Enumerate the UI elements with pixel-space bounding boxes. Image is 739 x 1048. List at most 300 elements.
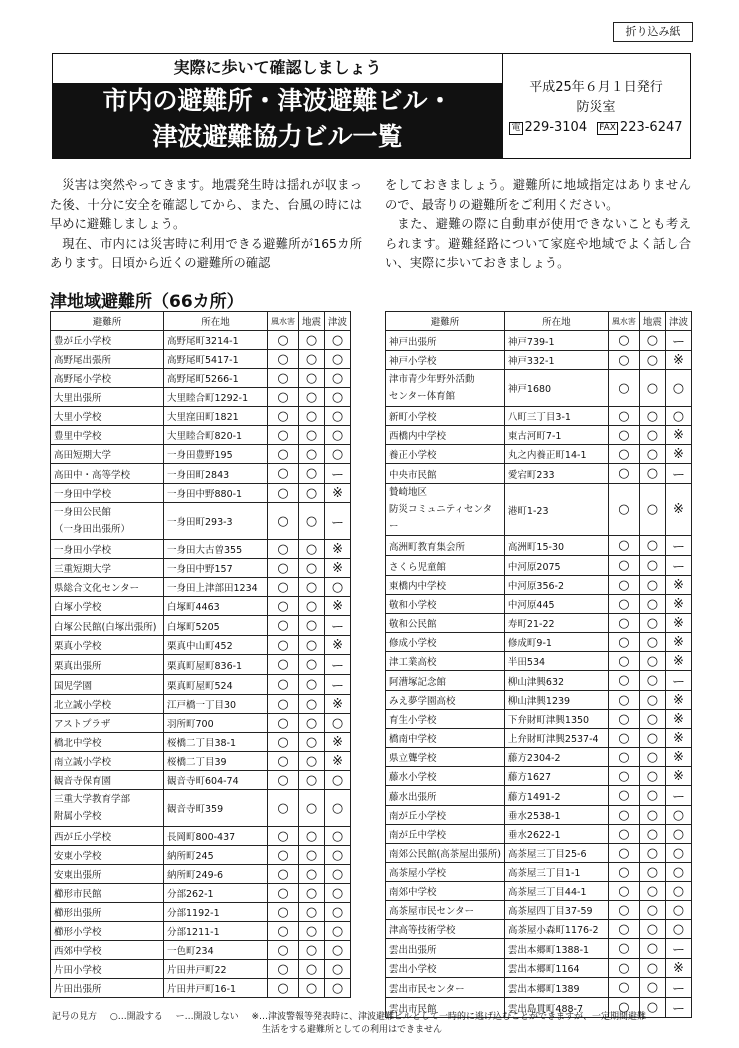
table-row: [386, 370, 692, 407]
shelter-name: みえ夢学園高校: [386, 691, 505, 710]
tsunami-mark: ※: [665, 729, 691, 748]
shelter-address: 桜橋二丁目38-1: [164, 733, 268, 752]
table-row: [386, 844, 692, 863]
shelter-address: 大里窪田町1821: [164, 407, 268, 426]
phone-number: 229-3104: [524, 120, 588, 135]
table-row: [51, 846, 351, 865]
tsunami-mark: ○: [665, 407, 691, 426]
tsunami-mark: ○: [325, 827, 351, 846]
shelter-address: 一身田大古曽355: [164, 540, 268, 559]
storm-mark: ○: [608, 370, 639, 407]
quake-mark: ○: [639, 786, 665, 806]
table-row: [386, 710, 692, 729]
tsunami-mark: ○: [325, 960, 351, 979]
tsunami-mark: ※: [665, 576, 691, 595]
table-row: [386, 556, 692, 576]
shelter-name: 豊が丘小学校: [51, 331, 164, 350]
storm-mark: ○: [268, 846, 299, 865]
storm-mark: ○: [268, 733, 299, 752]
shelter-address: 長岡町800-437: [164, 827, 268, 846]
storm-mark: ○: [268, 752, 299, 771]
storm-mark: ○: [268, 616, 299, 636]
shelter-address: 雲出本郷町1388-1: [504, 939, 608, 959]
intro-paragraph: また、避難の際に自動車が使用できないことも考えられます。避難経路について家庭や地域でよく話し合い、実際に歩いておきましょう。: [385, 217, 691, 270]
storm-mark: ○: [268, 675, 299, 695]
shelter-name: 県立聾学校: [386, 748, 505, 767]
table-row: [51, 350, 351, 369]
contact-line: [502, 118, 690, 138]
shelter-name: 神戸出張所: [386, 331, 505, 351]
header-quake: 地震: [639, 312, 665, 331]
quake-mark: ○: [299, 369, 325, 388]
quake-mark: ○: [639, 691, 665, 710]
storm-mark: ○: [268, 714, 299, 733]
table-row: [386, 748, 692, 767]
quake-mark: ○: [639, 595, 665, 614]
tsunami-mark: ※: [665, 633, 691, 652]
quake-mark: ○: [639, 614, 665, 633]
tsunami-mark: ※: [325, 484, 351, 503]
table-row: [386, 806, 692, 825]
table-row: [51, 445, 351, 464]
quake-mark: ○: [639, 901, 665, 920]
header-name: 避難所: [386, 312, 505, 331]
table-row: [51, 675, 351, 695]
table-header-row: [51, 312, 351, 331]
quake-mark: ○: [639, 863, 665, 882]
tsunami-mark: ○: [325, 903, 351, 922]
shelter-name: 藤水小学校: [386, 767, 505, 786]
shelter-address: 上弁財町津興2537-4: [504, 729, 608, 748]
tsunami-mark: ー: [665, 331, 691, 351]
shelter-name: 南郊公民館(高茶屋出張所): [386, 844, 505, 863]
shelter-name: 高茶屋小学校: [386, 863, 505, 882]
shelter-name: 育生小学校: [386, 710, 505, 729]
quake-mark: ○: [299, 790, 325, 827]
shelter-name: 県総合文化センター: [51, 578, 164, 597]
table-row: [51, 388, 351, 407]
shelter-name: 神戸小学校: [386, 351, 505, 370]
storm-mark: ○: [268, 445, 299, 464]
shelter-address: 柳山津興632: [504, 671, 608, 691]
quake-mark: ○: [639, 729, 665, 748]
table-row: [51, 407, 351, 426]
table-row: [51, 578, 351, 597]
quake-mark: ○: [639, 407, 665, 426]
tsunami-mark: ○: [325, 790, 351, 827]
tsunami-mark: ※: [665, 595, 691, 614]
storm-mark: ○: [608, 633, 639, 652]
table-row: [51, 636, 351, 655]
fax-number: 223-6247: [619, 120, 683, 135]
shelter-name: 高茶屋市民センター: [386, 901, 505, 920]
tsunami-mark: ※: [665, 959, 691, 978]
quake-mark: ○: [639, 844, 665, 863]
shelter-address: 愛宕町233: [504, 464, 608, 484]
tsunami-mark: ー: [665, 939, 691, 959]
shelter-address: 高茶屋三丁目1-1: [504, 863, 608, 882]
tsunami-mark: ー: [665, 786, 691, 806]
table-row: [386, 633, 692, 652]
tsunami-mark: ○: [665, 825, 691, 844]
shelter-address: 修成町9-1: [504, 633, 608, 652]
shelter-name: 櫛形市民館: [51, 884, 164, 903]
shelter-name: 大里出張所: [51, 388, 164, 407]
shelter-address: 分部1211-1: [164, 922, 268, 941]
shelter-address: 柳山津興1239: [504, 691, 608, 710]
shelter-address: 栗真町屋町836-1: [164, 655, 268, 675]
table-row: [51, 979, 351, 998]
quake-mark: ○: [299, 388, 325, 407]
storm-mark: ○: [608, 844, 639, 863]
storm-mark: ○: [608, 484, 639, 536]
tsunami-mark: ー: [665, 671, 691, 691]
shelter-name: 三重大学教育学部 附属小学校: [51, 790, 164, 827]
table-row: [51, 655, 351, 675]
shelter-name: 津工業高校: [386, 652, 505, 671]
table-row: [51, 540, 351, 559]
shelter-name: 南が丘小学校: [386, 806, 505, 825]
shelter-address: 藤方1627: [504, 767, 608, 786]
shelter-name: 津市青少年野外活動 センター体育館: [386, 370, 505, 407]
tsunami-mark: ー: [665, 998, 691, 1018]
storm-mark: ○: [268, 388, 299, 407]
shelter-address: 白塚町4463: [164, 597, 268, 616]
tsunami-mark: ○: [325, 578, 351, 597]
shelter-name: 津高等技術学校: [386, 920, 505, 939]
table-row: [51, 922, 351, 941]
table-row: [386, 959, 692, 978]
tsunami-mark: ○: [325, 941, 351, 960]
storm-mark: ○: [268, 540, 299, 559]
storm-mark: ○: [608, 748, 639, 767]
table-row: [386, 671, 692, 691]
storm-mark: ○: [268, 695, 299, 714]
storm-mark: ○: [608, 998, 639, 1018]
tsunami-mark: ○: [325, 407, 351, 426]
publication-info: [502, 53, 691, 159]
storm-mark: ○: [268, 865, 299, 884]
shelter-address: 高野尾町3214-1: [164, 331, 268, 350]
shelter-address: 高茶屋四丁目37-59: [504, 901, 608, 920]
shelter-name: 南郊中学校: [386, 882, 505, 901]
quake-mark: ○: [639, 576, 665, 595]
storm-mark: ○: [268, 790, 299, 827]
tsunami-mark: ※: [665, 748, 691, 767]
storm-mark: ○: [268, 960, 299, 979]
quake-mark: ○: [639, 536, 665, 556]
quake-mark: ○: [299, 331, 325, 350]
tsunami-mark: ○: [325, 369, 351, 388]
intro-paragraph: 災害は突然やってきます。地震発生時は揺れが収まった後、十分に安全を確認してから、また、台風の時には早めに避難しましょう。: [50, 178, 362, 231]
storm-mark: ○: [608, 806, 639, 825]
storm-mark: ○: [608, 786, 639, 806]
header-storm: 風水害: [608, 312, 639, 331]
tsunami-mark: ○: [325, 350, 351, 369]
shelter-name: 西橋内中学校: [386, 426, 505, 445]
storm-mark: ○: [608, 556, 639, 576]
storm-mark: ○: [608, 920, 639, 939]
tsunami-mark: ※: [665, 614, 691, 633]
tsunami-mark: ー: [325, 503, 351, 540]
quake-mark: ○: [299, 484, 325, 503]
storm-mark: ○: [608, 536, 639, 556]
tsunami-mark: ○: [665, 901, 691, 920]
tsunami-mark: ※: [325, 695, 351, 714]
tsunami-mark: ※: [665, 767, 691, 786]
shelter-address: 納所町245: [164, 846, 268, 865]
shelter-name: 一身田公民館 （一身田出張所）: [51, 503, 164, 540]
storm-mark: ○: [268, 350, 299, 369]
storm-mark: ○: [608, 863, 639, 882]
shelter-name: 阿漕塚記念館: [386, 671, 505, 691]
shelter-name: 東橋内中学校: [386, 576, 505, 595]
table-row: [51, 426, 351, 445]
shelter-name: 養正小学校: [386, 445, 505, 464]
quake-mark: ○: [299, 407, 325, 426]
table-row: [51, 790, 351, 827]
storm-mark: ○: [268, 771, 299, 790]
quake-mark: ○: [299, 903, 325, 922]
tsunami-mark: ○: [325, 884, 351, 903]
intro-paragraph: 現在、市内には災害時に利用できる避難所が165カ所あります。日頃から近くの避難所の確認: [50, 236, 362, 270]
shelter-address: 栗真中山町452: [164, 636, 268, 655]
tsunami-mark: ○: [665, 863, 691, 882]
storm-mark: ○: [268, 884, 299, 903]
shelter-name: 高野尾小学校: [51, 369, 164, 388]
shelter-name: 国児学園: [51, 675, 164, 695]
storm-mark: ○: [608, 691, 639, 710]
shelter-address: 片田井戸町22: [164, 960, 268, 979]
quake-mark: ○: [299, 960, 325, 979]
shelter-name: 修成小学校: [386, 633, 505, 652]
storm-mark: ○: [608, 576, 639, 595]
table-row: [51, 369, 351, 388]
shelter-name: 観音寺保育園: [51, 771, 164, 790]
shelter-name: 南立誠小学校: [51, 752, 164, 771]
storm-mark: ○: [608, 710, 639, 729]
shelter-address: 下弁財町津興1350: [504, 710, 608, 729]
quake-mark: ○: [639, 998, 665, 1018]
tsunami-mark: ○: [665, 882, 691, 901]
shelter-address: 大里睦合町820-1: [164, 426, 268, 445]
storm-mark: ○: [608, 595, 639, 614]
shelter-address: 分部262-1: [164, 884, 268, 903]
shelter-name: 櫛形出張所: [51, 903, 164, 922]
tsunami-mark: ○: [325, 331, 351, 350]
header-storm: 風水害: [268, 312, 299, 331]
shelter-address: 栗真町屋町524: [164, 675, 268, 695]
table-row: [51, 484, 351, 503]
shelter-address: 中河原2075: [504, 556, 608, 576]
shelter-address: 一身田豊野195: [164, 445, 268, 464]
shelter-address: 片田井戸町16-1: [164, 979, 268, 998]
fax-icon: FAX: [599, 123, 616, 133]
shelter-name: 西郊中学校: [51, 941, 164, 960]
shelter-address: 垂水2538-1: [504, 806, 608, 825]
table-row: [51, 464, 351, 484]
storm-mark: ○: [608, 652, 639, 671]
table-row: [51, 884, 351, 903]
storm-mark: ○: [268, 941, 299, 960]
shelter-name: 白塚公民館(白塚出張所): [51, 616, 164, 636]
storm-mark: ○: [268, 484, 299, 503]
tsunami-mark: ※: [325, 636, 351, 655]
quake-mark: ○: [639, 767, 665, 786]
shelter-address: 垂水2622-1: [504, 825, 608, 844]
table-row: [51, 771, 351, 790]
quake-mark: ○: [299, 350, 325, 369]
title-line-1: 市内の避難所・津波避難ビル・: [102, 86, 453, 115]
shelter-name: 一身田小学校: [51, 540, 164, 559]
shelter-address: 分部1192-1: [164, 903, 268, 922]
shelter-address: 東古河町7-1: [504, 426, 608, 445]
storm-mark: ○: [608, 407, 639, 426]
table-row: [386, 901, 692, 920]
header-address: 所在地: [164, 312, 268, 331]
quake-mark: ○: [639, 370, 665, 407]
quake-mark: ○: [299, 616, 325, 636]
tsunami-mark: ○: [325, 846, 351, 865]
shelter-name: 中央市民館: [386, 464, 505, 484]
quake-mark: ○: [299, 445, 325, 464]
shelter-name: アストプラザ: [51, 714, 164, 733]
shelter-address: 雲出本郷町1389: [504, 978, 608, 998]
quake-mark: ○: [639, 806, 665, 825]
quake-mark: ○: [639, 652, 665, 671]
header-tsunami: 津波: [665, 312, 691, 331]
storm-mark: ○: [268, 655, 299, 675]
header-address: 所在地: [504, 312, 608, 331]
table-row: [386, 863, 692, 882]
shelter-name: 片田出張所: [51, 979, 164, 998]
shelter-address: 高野尾町5417-1: [164, 350, 268, 369]
table-row: [51, 559, 351, 578]
legend-note: ※…津波警報等発表時に、津波避難ビルとして一時的に逃げ込むことができますが、一定期間避難: [251, 1012, 647, 1022]
table-row: [386, 978, 692, 998]
quake-mark: ○: [639, 710, 665, 729]
shelter-address: 丸之内養正町14-1: [504, 445, 608, 464]
shelter-name: 高田短期大学: [51, 445, 164, 464]
tsunami-mark: ※: [325, 597, 351, 616]
table-row: [386, 595, 692, 614]
quake-mark: ○: [299, 655, 325, 675]
shelter-address: 高茶屋小森町1176-2: [504, 920, 608, 939]
quake-mark: ○: [299, 426, 325, 445]
quake-mark: ○: [639, 484, 665, 536]
table-row: [51, 695, 351, 714]
table-row: [386, 652, 692, 671]
shelter-name: 大里小学校: [51, 407, 164, 426]
tsunami-mark: ○: [325, 922, 351, 941]
shelter-address: 大里睦合町1292-1: [164, 388, 268, 407]
table-row: [386, 920, 692, 939]
storm-mark: ○: [268, 597, 299, 616]
quake-mark: ○: [299, 503, 325, 540]
shelter-name: さくら児童館: [386, 556, 505, 576]
shelter-address: 雲出本郷町1164: [504, 959, 608, 978]
table-row: [386, 825, 692, 844]
table-row: [51, 597, 351, 616]
shelter-table-right: [385, 311, 692, 1018]
storm-mark: ○: [268, 559, 299, 578]
quake-mark: ○: [299, 922, 325, 941]
storm-mark: ○: [608, 671, 639, 691]
storm-mark: ○: [268, 503, 299, 540]
tsunami-mark: ※: [665, 351, 691, 370]
shelter-address: 藤方1491-2: [504, 786, 608, 806]
storm-mark: ○: [268, 426, 299, 445]
phone-icon: 電: [511, 123, 521, 133]
shelter-address: 雲出島貫町488-7: [504, 998, 608, 1018]
tsunami-mark: ※: [665, 710, 691, 729]
table-row: [386, 729, 692, 748]
storm-mark: ○: [608, 978, 639, 998]
table-row: [386, 786, 692, 806]
quake-mark: ○: [639, 426, 665, 445]
table-row: [386, 426, 692, 445]
quake-mark: ○: [299, 578, 325, 597]
table-row: [51, 733, 351, 752]
table-row: [51, 941, 351, 960]
table-row: [51, 503, 351, 540]
title-line-2: 津波避難協力ビル一覧: [152, 122, 403, 151]
tsunami-mark: ○: [665, 844, 691, 863]
tsunami-mark: ○: [665, 370, 691, 407]
tsunami-mark: ○: [325, 426, 351, 445]
shelter-name: 西が丘小学校: [51, 827, 164, 846]
storm-mark: ○: [268, 331, 299, 350]
shelter-name: 雲出出張所: [386, 939, 505, 959]
quake-mark: ○: [299, 979, 325, 998]
tsunami-mark: ー: [665, 978, 691, 998]
quake-mark: ○: [639, 633, 665, 652]
table-row: [386, 536, 692, 556]
quake-mark: ○: [639, 825, 665, 844]
shelter-name: 高野尾出張所: [51, 350, 164, 369]
shelter-name: 橋南中学校: [386, 729, 505, 748]
quake-mark: ○: [639, 939, 665, 959]
shelter-name: 雲出市民館: [386, 998, 505, 1018]
shelter-address: 高野尾町5266-1: [164, 369, 268, 388]
quake-mark: ○: [299, 884, 325, 903]
shelter-name: 雲出小学校: [386, 959, 505, 978]
tsunami-mark: ー: [325, 464, 351, 484]
quake-mark: ○: [299, 464, 325, 484]
tsunami-mark: ○: [325, 979, 351, 998]
tsunami-mark: ○: [325, 445, 351, 464]
shelter-address: 羽所町700: [164, 714, 268, 733]
shelter-name: 安東出張所: [51, 865, 164, 884]
storm-mark: ○: [268, 979, 299, 998]
legend-open: ○…開設する: [109, 1012, 163, 1022]
quake-mark: ○: [639, 671, 665, 691]
tsunami-mark: ※: [665, 426, 691, 445]
shelter-address: 神戸1680: [504, 370, 608, 407]
tsunami-mark: ○: [665, 806, 691, 825]
tsunami-mark: ※: [665, 484, 691, 536]
storm-mark: ○: [608, 939, 639, 959]
quake-mark: ○: [639, 882, 665, 901]
shelter-name: 白塚小学校: [51, 597, 164, 616]
shelter-name: 橋北中学校: [51, 733, 164, 752]
tsunami-mark: ○: [665, 920, 691, 939]
storm-mark: ○: [268, 464, 299, 484]
header-tsunami: 津波: [325, 312, 351, 331]
table-row: [386, 614, 692, 633]
storm-mark: ○: [268, 827, 299, 846]
shelter-address: 中河原445: [504, 595, 608, 614]
